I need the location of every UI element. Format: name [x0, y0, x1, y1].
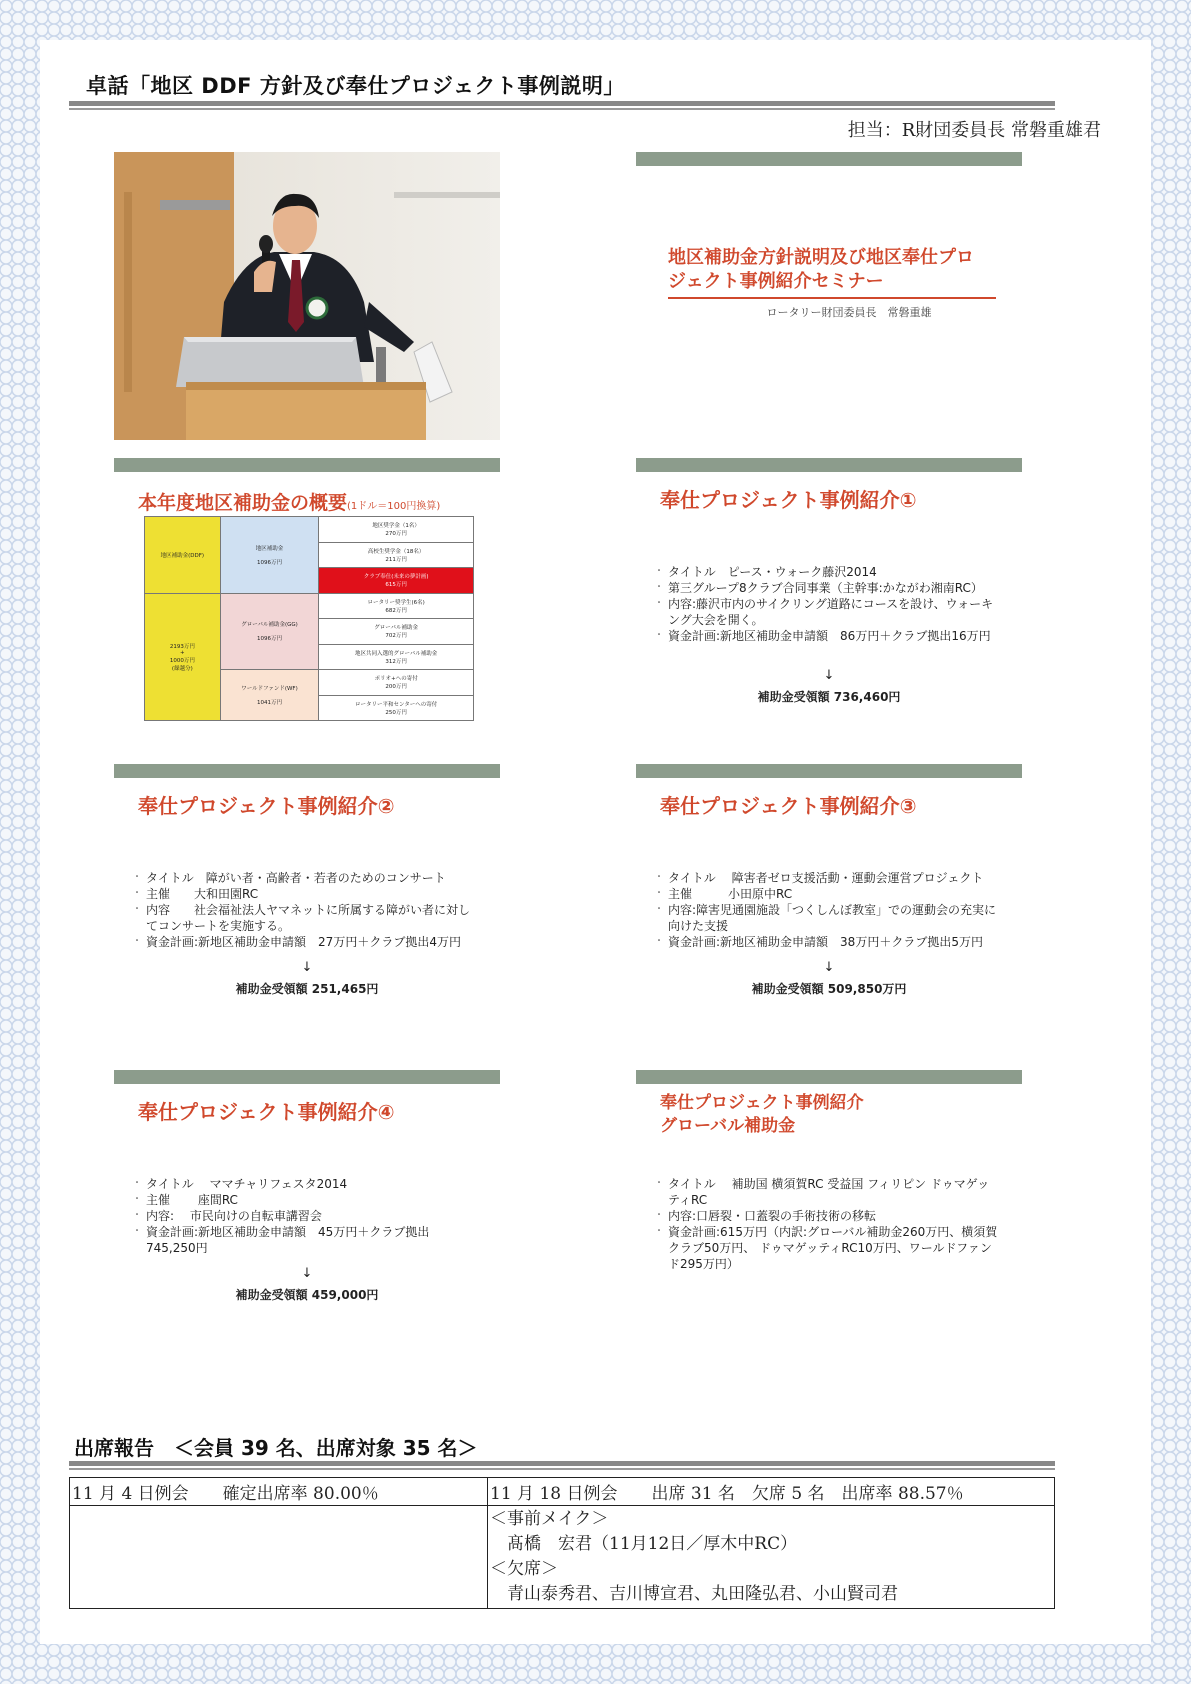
absent-label: ＜欠席＞ — [490, 1559, 558, 1579]
grant-district-label: 地区補助金 — [255, 545, 284, 552]
attendance-left-head: 11 月 4 日例会 確定出席率 80.00％ — [70, 1478, 488, 1506]
slide-overview-title — [138, 488, 440, 515]
grant-value: 270万円 — [385, 531, 407, 538]
grant-cell-7 — [319, 670, 474, 696]
attendance-left-body — [70, 1506, 488, 1609]
down-arrow-icon: ↓ — [301, 1266, 313, 1281]
bullet: ・ 内容 社会福祉法人ヤマネットに所属する障がい者に対してコンサートを実施する。 — [138, 902, 478, 934]
down-arrow-icon: ↓ — [823, 960, 835, 975]
grant-value: 200万円 — [385, 684, 407, 691]
slide-bar — [114, 458, 500, 472]
slide-intro — [636, 152, 1022, 440]
slide-case-3-title: 奉仕プロジェクト事例紹介③ — [660, 794, 917, 818]
bullet: ・ 第三グループ8クラブ合同事業（主幹事:かながわ湘南RC） — [660, 580, 1000, 596]
slide-case-2 — [114, 764, 500, 1052]
bullet: ・ タイトル ピース・ウォーク藤沢2014 — [660, 564, 1000, 580]
slide-intro-title — [668, 246, 974, 294]
bullet: ・ 資金計画:615万円（内訳:グローバル補助金260万円、横須賀クラブ50万円、 ドゥマゲッティRC10万円、ワールドファンド295万円） — [660, 1224, 1000, 1272]
grant-value: 250万円 — [385, 709, 407, 716]
slide-intro-title-line2: ジェクト事例紹介セミナー — [668, 271, 884, 292]
slide-case-4-title: 奉仕プロジェクト事例紹介④ — [138, 1100, 395, 1124]
grant-global-cell — [220, 593, 319, 670]
presenter-credit: 担当：R財団委員長 常磐重雄君 — [847, 120, 1101, 141]
attendance-table — [69, 1477, 1055, 1609]
attendance-rule-thick — [69, 1461, 1055, 1466]
grant-label: クラブ奉仕(未来の夢計画) — [363, 574, 429, 581]
grant-cell-5 — [319, 619, 474, 645]
bullet: ・ 内容:藤沢市内のサイクリング道路にコースを設け、ウォーキング大会を開く。 — [660, 596, 1000, 628]
grant-cell-8 — [319, 695, 474, 721]
slide-bar — [114, 1070, 500, 1084]
slide-case-3-receipt: 補助金受領額 509,850万円 — [751, 982, 907, 996]
grant-cell-6 — [319, 644, 474, 670]
grant-ddf-cell: 地区補助金(DDF) — [145, 517, 221, 594]
grant-ddf-total-4: (繰越分) — [171, 665, 193, 672]
grant-district-cell — [220, 517, 319, 594]
makeup-entry: 髙橋 宏君（11月12日／厚木中RC） — [490, 1534, 798, 1554]
bullet: ・ 資金計画:新地区補助金申請額 86万円＋クラブ拠出16万円 — [660, 628, 1000, 644]
grant-label: 地区奨学金（1名） — [372, 523, 420, 530]
bullet: ・ 内容: 市民向けの自転車講習会 — [138, 1208, 478, 1224]
slide-case-2-title: 奉仕プロジェクト事例紹介② — [138, 794, 395, 818]
grant-ddf-total-3: 1000万円 — [169, 657, 195, 664]
slide-global-bullets — [660, 1176, 1000, 1272]
grant-global-label: グローバル補助金(GG) — [241, 622, 298, 629]
down-arrow-icon: ↓ — [823, 668, 835, 683]
slide-bar — [636, 152, 1022, 166]
slide-case-2-receipt: 補助金受領額 251,465円 — [235, 982, 379, 996]
slide-global-title — [660, 1092, 864, 1138]
grant-worldfund-label: ワールドファンド(WF) — [241, 686, 298, 692]
page-sheet — [40, 40, 1151, 1644]
grant-label: 地区共同入選的グローバル補助金 — [355, 650, 438, 657]
grant-table — [144, 516, 474, 721]
grant-cell-1 — [319, 517, 474, 543]
grant-label: グローバル補助金 — [374, 625, 419, 632]
grant-cell-2 — [319, 542, 474, 568]
slide-bar — [636, 764, 1022, 778]
slide-case-4-receipt: 補助金受領額 459,000円 — [235, 1288, 379, 1302]
bullet: ・ 資金計画:新地区補助金申請額 38万円＋クラブ拠出5万円 — [660, 934, 1000, 950]
bullet: ・ タイトル 補助国 横須賀RC 受益国 フィリピン ドゥマゲッティRC — [660, 1176, 1000, 1208]
slide-case-1 — [636, 458, 1022, 746]
slide-intro-rule — [668, 297, 996, 299]
bullet: ・ 資金計画:新地区補助金申請額 27万円＋クラブ拠出4万円 — [138, 934, 478, 950]
attendance-title: 出席報告 ＜会員 39 名、出席対象 35 名＞ — [74, 1436, 478, 1460]
grant-district-value: 1096万円 — [257, 559, 282, 566]
bullet: ・ 主催 小田原中RC — [660, 886, 1000, 902]
attendance-rule-thin — [69, 1468, 1055, 1470]
slide-case-1-title: 奉仕プロジェクト事例紹介① — [660, 488, 917, 512]
grant-value: 211万円 — [385, 556, 407, 563]
bullet: ・ 主催 大和田園RC — [138, 886, 478, 902]
grant-ddf-total-cell — [145, 593, 221, 721]
slide-case-1-bullets — [660, 564, 1000, 644]
grant-value: 682万円 — [385, 607, 407, 614]
bullet: ・ 内容:障害児通園施設「つくしんぼ教室」での運動会の充実に向けた支援 — [660, 902, 1000, 934]
slide-overview-note: (1ドル＝100円換算) — [347, 501, 441, 512]
speaker-photo — [114, 152, 500, 440]
grant-value: 615万円 — [385, 582, 407, 589]
bullet: ・ 資金計画:新地区補助金申請額 45万円＋クラブ拠出745,250円 — [138, 1224, 478, 1256]
bullet: ・ タイトル 障害者ゼロ支援活動・運動会運営プロジェクト — [660, 870, 1000, 886]
bullet: ・ タイトル 障がい者・高齢者・若者のためのコンサート — [138, 870, 478, 886]
down-arrow-icon: ↓ — [301, 960, 313, 975]
slide-intro-presenter: ロータリー財団委員長 常磐重雄 — [766, 306, 932, 319]
grant-label: ロータリー平和センターへの寄付 — [355, 701, 438, 708]
grant-value: 312万円 — [385, 658, 407, 665]
grant-global-value: 1096万円 — [257, 636, 282, 643]
slide-bar — [636, 458, 1022, 472]
slide-case-3 — [636, 764, 1022, 1052]
slide-overview-title-text: 本年度地区補助金の概要 — [138, 492, 348, 514]
page-title: 卓話「地区 DDF 方針及び奉仕プロジェクト事例説明」 — [86, 74, 625, 98]
slide-bar — [636, 1070, 1022, 1084]
grant-label: ポリオ+への寄付 — [374, 676, 418, 683]
grant-cell-4 — [319, 593, 474, 619]
grant-label: ロータリー奨学生(6名) — [367, 599, 425, 606]
slide-global-title-line1: 奉仕プロジェクト事例紹介 — [660, 1093, 864, 1113]
grant-ddf-total-2: + — [180, 649, 185, 656]
title-rule-thick — [69, 101, 1055, 106]
grant-worldfund-cell — [220, 670, 319, 721]
grant-label: 高校生奨学金（18名） — [367, 548, 425, 555]
slide-case-3-bullets — [660, 870, 1000, 950]
slide-case-4-bullets — [138, 1176, 478, 1256]
grant-worldfund-value: 1041万円 — [257, 700, 282, 706]
slide-global-title-line2: グローバル補助金 — [660, 1116, 796, 1136]
slide-case-1-receipt: 補助金受領額 736,460円 — [757, 690, 901, 704]
bullet: ・ タイトル ママチャリフェスタ2014 — [138, 1176, 478, 1192]
slide-overview — [114, 458, 500, 746]
absent-entry: 青山泰秀君、吉川博宣君、丸田隆弘君、小山賢司君 — [490, 1584, 898, 1604]
bullet: ・ 主催 座間RC — [138, 1192, 478, 1208]
slide-intro-title-line1: 地区補助金方針説明及び地区奉仕プロ — [668, 247, 974, 268]
attendance-right-head: 11 月 18 日例会 出席 31 名 欠席 5 名 出席率 88.57％ — [488, 1478, 1055, 1506]
slide-global — [636, 1070, 1022, 1358]
grant-cell-club — [319, 568, 474, 594]
slide-case-4 — [114, 1070, 500, 1358]
makeup-label: ＜事前メイク＞ — [490, 1509, 609, 1529]
attendance-right-body — [488, 1506, 1055, 1609]
slide-case-2-bullets — [138, 870, 478, 950]
slide-bar — [114, 764, 500, 778]
title-rule-thin — [69, 108, 1055, 110]
grant-ddf-total-1: 2193万円 — [169, 643, 195, 650]
bullet: ・ 内容:口唇裂・口蓋裂の手術技術の移転 — [660, 1208, 1000, 1224]
speaker-illustration — [114, 152, 500, 440]
grant-value: 702万円 — [385, 633, 407, 640]
